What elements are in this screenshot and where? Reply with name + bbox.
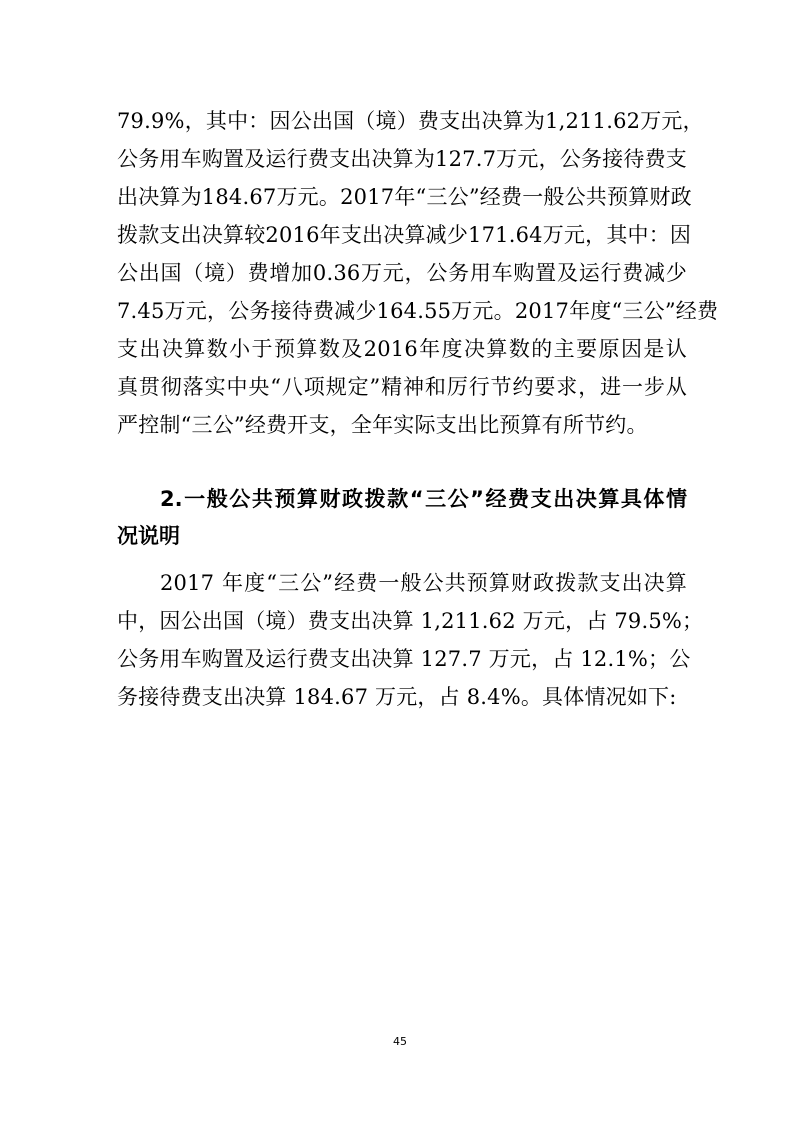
- paragraph-line: 拨款支出决算较2016年支出决算减少171.64万元，其中：因: [117, 223, 692, 247]
- paragraph-line: 2017 年度“三公”经费一般公共预算财政拨款支出决算: [160, 571, 687, 595]
- section-heading: 2.一般公共预算财政拨款“三公”经费支出决算具体情: [160, 487, 687, 511]
- paragraph-line: 公务用车购置及运行费支出决算 127.7 万元，占 12.1%；公: [117, 647, 691, 671]
- paragraph-line: 真贯彻落实中央“八项规定”精神和厉行节约要求，进一步从: [117, 375, 687, 399]
- paragraph-line: 严控制“三公”经费开支，全年实际支出比预算有所节约。: [117, 413, 648, 437]
- paragraph-line: 7.45万元，公务接待费减少164.55万元。2017年度“三公”经费: [117, 299, 719, 323]
- page-number: 45: [393, 1035, 407, 1048]
- paragraph-line: 公务用车购置及运行费支出决算为127.7万元，公务接待费支: [117, 147, 687, 171]
- paragraph-line: 公出国（境）费增加0.36万元，公务用车购置及运行费减少: [117, 261, 687, 285]
- paragraph-line: 支出决算数小于预算数及2016年度决算数的主要原因是认: [117, 337, 687, 361]
- paragraph-line: 79.9%，其中：因公出国（境）费支出决算为1,211.62万元，: [117, 109, 704, 133]
- paragraph-line: 中，因公出国（境）费支出决算 1,211.62 万元，占 79.5%；: [117, 609, 704, 633]
- section-heading-continuation: 况说明: [117, 524, 180, 548]
- paragraph-line: 务接待费支出决算 184.67 万元，占 8.4%。具体情况如下:: [117, 685, 677, 709]
- paragraph-line: 出决算为184.67万元。2017年“三公”经费一般公共预算财政: [117, 185, 692, 209]
